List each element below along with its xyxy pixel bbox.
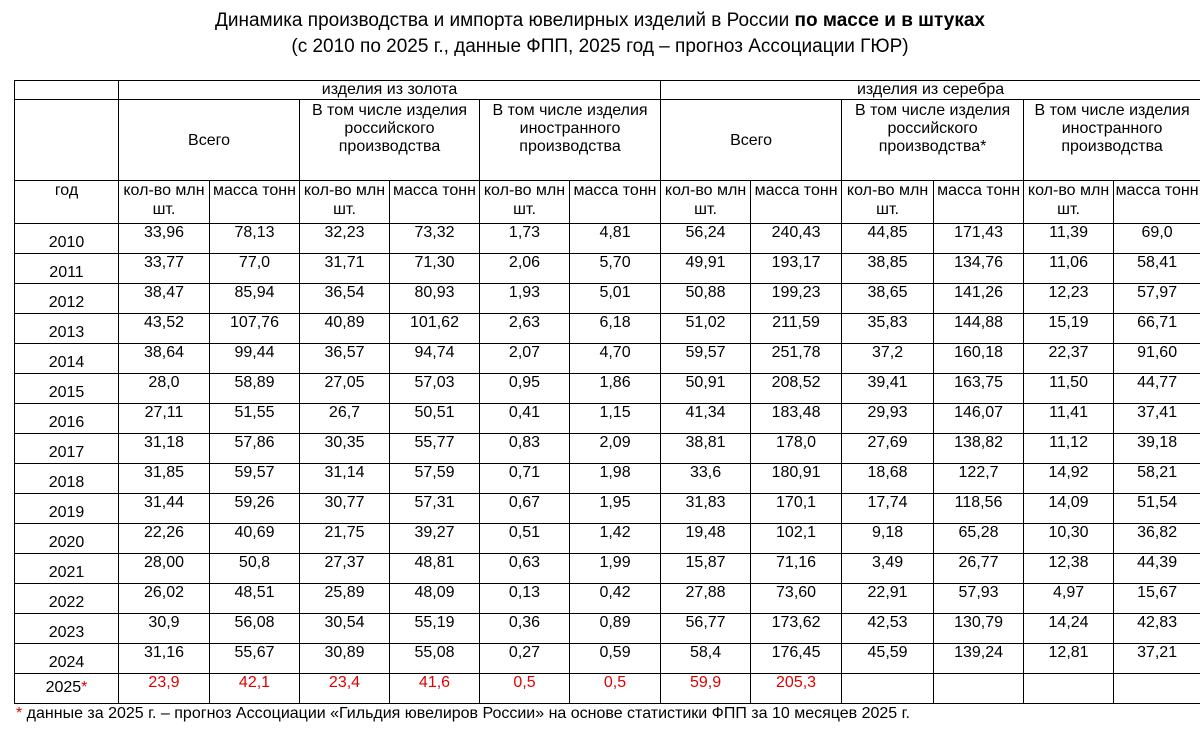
value-cell: 30,54 <box>300 614 390 644</box>
value-cell: 12,23 <box>1024 284 1114 314</box>
table-row <box>15 404 1200 434</box>
count-header: кол-во млн шт. <box>119 181 210 224</box>
value-cell: 0,42 <box>570 584 661 614</box>
year-cell: 2018 <box>15 464 119 494</box>
table-row <box>15 464 1200 494</box>
value-cell: 30,77 <box>300 494 390 524</box>
value-cell: 170,1 <box>751 494 842 524</box>
year-cell: 2016 <box>15 404 119 434</box>
value-cell: 1,42 <box>570 524 661 554</box>
value-cell: 31,85 <box>119 464 210 494</box>
value-cell: 251,78 <box>751 344 842 374</box>
value-cell: 0,41 <box>480 404 570 434</box>
forecast-value-cell: 0,5 <box>480 674 570 704</box>
value-cell: 176,45 <box>751 644 842 674</box>
value-cell: 94,74 <box>390 344 480 374</box>
value-cell: 58,4 <box>661 644 751 674</box>
table-row <box>15 374 1200 404</box>
table-row <box>15 494 1200 524</box>
value-cell: 11,06 <box>1024 254 1114 284</box>
mass-header: масса тонн <box>570 181 661 224</box>
value-cell: 55,77 <box>390 434 480 464</box>
count-header: кол-во млн шт. <box>661 181 751 224</box>
value-cell: 35,83 <box>842 314 934 344</box>
count-header: кол-во млн шт. <box>480 181 570 224</box>
value-cell: 56,24 <box>661 224 751 254</box>
title-plain: Динамика производства и импорта ювелирных изделий в России <box>214 10 795 31</box>
year-header: год <box>15 181 119 224</box>
value-cell: 0,89 <box>570 614 661 644</box>
value-cell: 44,85 <box>842 224 934 254</box>
value-cell: 183,48 <box>751 404 842 434</box>
silver-header: изделия из серебра <box>661 81 1200 100</box>
value-cell: 39,41 <box>842 374 934 404</box>
value-cell: 2,63 <box>480 314 570 344</box>
value-cell: 5,01 <box>570 284 661 314</box>
value-cell: 0,59 <box>570 644 661 674</box>
value-cell: 77,0 <box>210 254 300 284</box>
value-cell: 71,30 <box>390 254 480 284</box>
value-cell: 39,18 <box>1114 434 1200 464</box>
value-cell: 22,26 <box>119 524 210 554</box>
forecast-value-cell <box>934 674 1024 704</box>
title-bold: по массе и в штуках <box>794 10 986 31</box>
value-cell: 1,86 <box>570 374 661 404</box>
year-cell: 2012 <box>15 284 119 314</box>
value-cell: 1,93 <box>480 284 570 314</box>
forecast-value-cell: 23,9 <box>119 674 210 704</box>
mass-header: масса тонн <box>1114 181 1200 224</box>
table-row <box>15 644 1200 674</box>
year-cell: 2017 <box>15 434 119 464</box>
value-cell: 33,77 <box>119 254 210 284</box>
value-cell: 37,2 <box>842 344 934 374</box>
title-line2: (с 2010 по 2025 г., данные ФПП, 2025 год – прогноз Ассоциации ГЮР) <box>291 36 909 57</box>
forecast-value-cell: 42,1 <box>210 674 300 704</box>
value-cell: 0,13 <box>480 584 570 614</box>
table-row <box>15 224 1200 254</box>
value-cell: 73,60 <box>751 584 842 614</box>
mass-header: масса тонн <box>210 181 300 224</box>
value-cell: 2,06 <box>480 254 570 284</box>
table-row <box>15 434 1200 464</box>
title-line1 <box>215 10 985 31</box>
value-cell: 2,07 <box>480 344 570 374</box>
forecast-value-cell <box>842 674 934 704</box>
value-cell: 0,27 <box>480 644 570 674</box>
value-cell: 2,09 <box>570 434 661 464</box>
value-cell: 38,65 <box>842 284 934 314</box>
value-cell: 57,59 <box>390 464 480 494</box>
value-cell: 56,08 <box>210 614 300 644</box>
value-cell: 40,69 <box>210 524 300 554</box>
value-cell: 44,77 <box>1114 374 1200 404</box>
year-cell: 2014 <box>15 344 119 374</box>
value-cell: 0,95 <box>480 374 570 404</box>
value-cell: 42,53 <box>842 614 934 644</box>
silver-total-header: Всего <box>661 100 842 181</box>
value-cell: 11,39 <box>1024 224 1114 254</box>
value-cell: 9,18 <box>842 524 934 554</box>
value-cell: 1,99 <box>570 554 661 584</box>
value-cell: 69,0 <box>1114 224 1200 254</box>
year-cell: 2020 <box>15 524 119 554</box>
gold-foreign-header: В том числе изделия иностранного производства <box>480 100 661 181</box>
mass-header: масса тонн <box>390 181 480 224</box>
value-cell: 0,71 <box>480 464 570 494</box>
value-cell: 48,81 <box>390 554 480 584</box>
value-cell: 28,0 <box>119 374 210 404</box>
year-cell: 2021 <box>15 554 119 584</box>
year-cell: 2010 <box>15 224 119 254</box>
value-cell: 73,32 <box>390 224 480 254</box>
value-cell: 180,91 <box>751 464 842 494</box>
value-cell: 58,41 <box>1114 254 1200 284</box>
forecast-value-cell <box>1024 674 1114 704</box>
count-header: кол-во млн шт. <box>842 181 934 224</box>
forecast-year: 2025 <box>45 679 82 696</box>
value-cell: 31,83 <box>661 494 751 524</box>
value-cell: 1,73 <box>480 224 570 254</box>
value-cell: 33,96 <box>119 224 210 254</box>
table-row <box>15 554 1200 584</box>
value-cell: 199,23 <box>751 284 842 314</box>
value-cell: 138,82 <box>934 434 1024 464</box>
forecast-star: * <box>81 679 88 696</box>
value-cell: 26,7 <box>300 404 390 434</box>
value-cell: 30,35 <box>300 434 390 464</box>
jewelry-table <box>14 80 1200 704</box>
value-cell: 0,67 <box>480 494 570 524</box>
forecast-value-cell: 59,9 <box>661 674 751 704</box>
value-cell: 11,41 <box>1024 404 1114 434</box>
value-cell: 193,17 <box>751 254 842 284</box>
value-cell: 5,70 <box>570 254 661 284</box>
footnote <box>16 705 910 723</box>
value-cell: 50,88 <box>661 284 751 314</box>
value-cell: 27,88 <box>661 584 751 614</box>
value-cell: 36,57 <box>300 344 390 374</box>
value-cell: 59,57 <box>210 464 300 494</box>
value-cell: 80,93 <box>390 284 480 314</box>
value-cell: 22,37 <box>1024 344 1114 374</box>
value-cell: 50,51 <box>390 404 480 434</box>
forecast-value-cell: 0,5 <box>570 674 661 704</box>
mass-header: масса тонн <box>751 181 842 224</box>
value-cell: 27,05 <box>300 374 390 404</box>
count-header: кол-во млн шт. <box>1024 181 1114 224</box>
value-cell: 57,86 <box>210 434 300 464</box>
silver-foreign-header: В том числе изделия иностранного производства <box>1024 100 1200 181</box>
value-cell: 91,60 <box>1114 344 1200 374</box>
value-cell: 38,64 <box>119 344 210 374</box>
value-cell: 102,1 <box>751 524 842 554</box>
table-row <box>15 314 1200 344</box>
value-cell: 31,18 <box>119 434 210 464</box>
value-cell: 0,51 <box>480 524 570 554</box>
corner-cell <box>15 81 119 100</box>
value-cell: 50,8 <box>210 554 300 584</box>
year-cell: 2013 <box>15 314 119 344</box>
value-cell: 11,50 <box>1024 374 1114 404</box>
value-cell: 48,51 <box>210 584 300 614</box>
gold-total-header: Всего <box>119 100 300 181</box>
year-cell: 2019 <box>15 494 119 524</box>
value-cell: 31,44 <box>119 494 210 524</box>
value-cell: 58,21 <box>1114 464 1200 494</box>
value-cell: 42,83 <box>1114 614 1200 644</box>
value-cell: 30,89 <box>300 644 390 674</box>
value-cell: 27,37 <box>300 554 390 584</box>
value-cell: 208,52 <box>751 374 842 404</box>
value-cell: 15,87 <box>661 554 751 584</box>
value-cell: 38,81 <box>661 434 751 464</box>
value-cell: 31,71 <box>300 254 390 284</box>
value-cell: 4,97 <box>1024 584 1114 614</box>
table-row <box>15 524 1200 554</box>
value-cell: 27,11 <box>119 404 210 434</box>
value-cell: 49,91 <box>661 254 751 284</box>
silver-domestic-header: В том числе изделия российского производства* <box>842 100 1024 181</box>
footnote-text: данные за 2025 г. – прогноз Ассоциации «Гильдия ювелиров России» на основе статистики ФПП за 10 месяцев 2025 г. <box>22 705 910 722</box>
value-cell: 58,89 <box>210 374 300 404</box>
table-body <box>15 224 1200 704</box>
value-cell: 56,77 <box>661 614 751 644</box>
subheader-row <box>15 181 1200 224</box>
value-cell: 27,69 <box>842 434 934 464</box>
value-cell: 39,27 <box>390 524 480 554</box>
value-cell: 15,67 <box>1114 584 1200 614</box>
value-cell: 50,91 <box>661 374 751 404</box>
value-cell: 31,14 <box>300 464 390 494</box>
value-cell: 122,7 <box>934 464 1024 494</box>
value-cell: 28,00 <box>119 554 210 584</box>
gold-header: изделия из золота <box>119 81 661 100</box>
value-cell: 211,59 <box>751 314 842 344</box>
value-cell: 55,67 <box>210 644 300 674</box>
forecast-value-cell: 23,4 <box>300 674 390 704</box>
value-cell: 57,93 <box>934 584 1024 614</box>
value-cell: 37,41 <box>1114 404 1200 434</box>
value-cell: 33,6 <box>661 464 751 494</box>
value-cell: 1,98 <box>570 464 661 494</box>
value-cell: 38,47 <box>119 284 210 314</box>
value-cell: 36,54 <box>300 284 390 314</box>
value-cell: 78,13 <box>210 224 300 254</box>
corner-cell-2 <box>15 100 119 181</box>
value-cell: 57,97 <box>1114 284 1200 314</box>
value-cell: 101,62 <box>390 314 480 344</box>
value-cell: 107,76 <box>210 314 300 344</box>
value-cell: 37,21 <box>1114 644 1200 674</box>
value-cell: 48,09 <box>390 584 480 614</box>
value-cell: 12,38 <box>1024 554 1114 584</box>
value-cell: 10,30 <box>1024 524 1114 554</box>
value-cell: 4,70 <box>570 344 661 374</box>
footnote-star: * <box>16 705 23 722</box>
value-cell: 25,89 <box>300 584 390 614</box>
value-cell: 43,52 <box>119 314 210 344</box>
value-cell: 65,28 <box>934 524 1024 554</box>
table-row <box>15 344 1200 374</box>
value-cell: 44,39 <box>1114 554 1200 584</box>
count-header: кол-во млн шт. <box>300 181 390 224</box>
value-cell: 0,36 <box>480 614 570 644</box>
year-cell: 2022 <box>15 584 119 614</box>
value-cell: 51,54 <box>1114 494 1200 524</box>
value-cell: 32,23 <box>300 224 390 254</box>
year-cell: 2023 <box>15 614 119 644</box>
table-row <box>15 254 1200 284</box>
value-cell: 41,34 <box>661 404 751 434</box>
year-cell: 2024 <box>15 644 119 674</box>
value-cell: 55,08 <box>390 644 480 674</box>
value-cell: 178,0 <box>751 434 842 464</box>
value-cell: 31,16 <box>119 644 210 674</box>
value-cell: 57,03 <box>390 374 480 404</box>
value-cell: 1,95 <box>570 494 661 524</box>
year-cell: 2011 <box>15 254 119 284</box>
value-cell: 55,19 <box>390 614 480 644</box>
value-cell: 21,75 <box>300 524 390 554</box>
value-cell: 1,15 <box>570 404 661 434</box>
value-cell: 3,49 <box>842 554 934 584</box>
value-cell: 0,63 <box>480 554 570 584</box>
forecast-value-cell <box>1114 674 1200 704</box>
value-cell: 146,07 <box>934 404 1024 434</box>
value-cell: 66,71 <box>1114 314 1200 344</box>
forecast-value-cell: 41,6 <box>390 674 480 704</box>
value-cell: 134,76 <box>934 254 1024 284</box>
table-row <box>15 284 1200 314</box>
value-cell: 30,9 <box>119 614 210 644</box>
table-row <box>15 614 1200 644</box>
value-cell: 22,91 <box>842 584 934 614</box>
value-cell: 51,55 <box>210 404 300 434</box>
forecast-value-cell: 205,3 <box>751 674 842 704</box>
value-cell: 14,92 <box>1024 464 1114 494</box>
table-row <box>15 584 1200 614</box>
value-cell: 240,43 <box>751 224 842 254</box>
value-cell: 71,16 <box>751 554 842 584</box>
value-cell: 57,31 <box>390 494 480 524</box>
value-cell: 19,48 <box>661 524 751 554</box>
value-cell: 29,93 <box>842 404 934 434</box>
value-cell: 163,75 <box>934 374 1024 404</box>
value-cell: 11,12 <box>1024 434 1114 464</box>
value-cell: 38,85 <box>842 254 934 284</box>
value-cell: 173,62 <box>751 614 842 644</box>
value-cell: 18,68 <box>842 464 934 494</box>
value-cell: 118,56 <box>934 494 1024 524</box>
value-cell: 59,57 <box>661 344 751 374</box>
value-cell: 36,82 <box>1114 524 1200 554</box>
value-cell: 51,02 <box>661 314 751 344</box>
value-cell: 4,81 <box>570 224 661 254</box>
value-cell: 40,89 <box>300 314 390 344</box>
value-cell: 141,26 <box>934 284 1024 314</box>
value-cell: 45,59 <box>842 644 934 674</box>
value-cell: 26,77 <box>934 554 1024 584</box>
gold-domestic-header: В том числе изделия российского производства <box>300 100 480 181</box>
value-cell: 26,02 <box>119 584 210 614</box>
forecast-row <box>15 674 1200 704</box>
value-cell: 160,18 <box>934 344 1024 374</box>
value-cell: 139,24 <box>934 644 1024 674</box>
value-cell: 59,26 <box>210 494 300 524</box>
value-cell: 14,24 <box>1024 614 1114 644</box>
value-cell: 99,44 <box>210 344 300 374</box>
value-cell: 171,43 <box>934 224 1024 254</box>
value-cell: 17,74 <box>842 494 934 524</box>
value-cell: 144,88 <box>934 314 1024 344</box>
mass-header: масса тонн <box>934 181 1024 224</box>
value-cell: 0,83 <box>480 434 570 464</box>
value-cell: 12,81 <box>1024 644 1114 674</box>
page-title <box>0 0 1200 60</box>
value-cell: 6,18 <box>570 314 661 344</box>
value-cell: 130,79 <box>934 614 1024 644</box>
year-cell: 2015 <box>15 374 119 404</box>
value-cell: 85,94 <box>210 284 300 314</box>
forecast-year-cell <box>15 674 119 704</box>
value-cell: 15,19 <box>1024 314 1114 344</box>
value-cell: 14,09 <box>1024 494 1114 524</box>
